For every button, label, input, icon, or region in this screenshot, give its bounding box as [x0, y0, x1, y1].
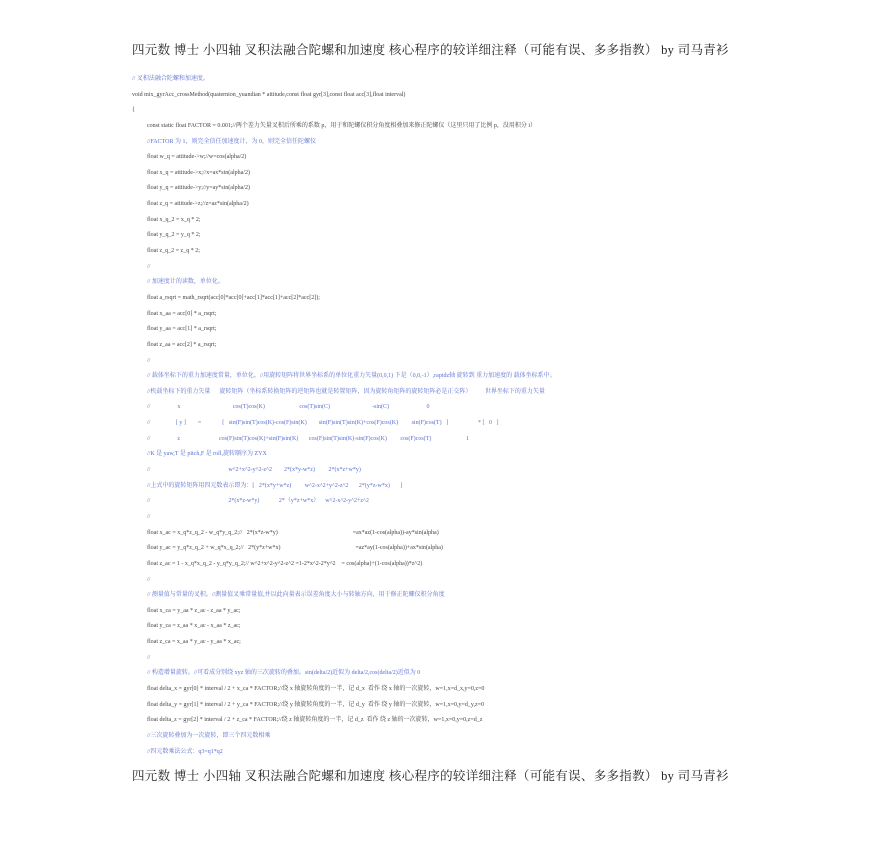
comment-line: // 载体坐标下的重力加速度常量，单位化。//用旋转矩阵将世界坐标系的单位化重力矢量(0,0,1) 下是（0,0,-1）,rapidz轴 旋转到 重力加速度的 载体坐标系中。 [147, 373, 556, 380]
code-line: float y_ca = z_aa * x_ac - x_aa * z_ac; [147, 623, 241, 630]
comment-line: // [147, 357, 151, 364]
code-line: float y_q = attitude->y;//y=ay*sin(alpha/2) [147, 185, 250, 192]
code-line: void mix_gyrAcc_crossMethod(quaternion_yuandian * attitude,const float gyr[3],const float acc[3],float interval) [132, 91, 406, 98]
footer-title: 四元数 博士 小四轴 叉积法融合陀螺和加速度 核心程序的较详细注释（可能有误、多多指教） by 司马青衫 [132, 769, 729, 783]
comment-line: // 2*(x*z-w*y) 2*（y*z+w*x） w^2-x^2-y^2+z^2 [147, 498, 369, 505]
comment-line: //机载坐标下的重力矢量 旋转矩阵（坐标系转换矩阵的逆矩阵也就是转置矩阵，因为旋转角矩阵的旋转矩阵必是正交阵） 世界坐标下的重力矢量 [147, 388, 545, 395]
comment-line: //四元数乘法公式：q3=q1*q2 [147, 748, 223, 755]
comment-line: // 构造增量旋转。//可看成分别绕 xyz 轴的三次旋转的叠加。sin(delta/2)近似为 delta/2,cos(delta/2)近似为 0 [147, 670, 421, 677]
page-header [132, 40, 752, 58]
comment-line: // z cos(F)sin(T)cos(K)+sin(F)sin(K) cos(F)sin(T)sin(K)-sin(F)cos(K) cos(F)cos(T) 1 [147, 435, 469, 442]
comment-line: // [147, 654, 151, 661]
code-line: float y_ac = y_q*z_q_2 + w_q*x_q_2;// 2*(y*z+w*x) =az*ay(1-cos(alpha))+ax*sin(alpha) [147, 545, 443, 552]
comment-line: // [ y ] = [ sin(F)sin(T)cos(K)-cos(F)sin(K) sin(F)sin(T)sin(K)+cos(F)cos(K) sin(F)cos(T) ] * [ 0 ] [147, 420, 499, 427]
code-line: float x_ac = x_q*z_q_2 - w_q*y_q_2;// 2*(x*z-w*y) =ax*az(1-cos(alpha))-ay*sin(alpha) [147, 529, 439, 536]
comment-line: // 叉积法融合陀螺和加速度。 [132, 76, 209, 82]
comment-line: // [147, 263, 151, 270]
code-line: float y_q_2 = y_q * 2; [147, 232, 201, 239]
comment-line: // w^2+x^2-y^2-z^2 2*(x*y-w*z) 2*(x*z+w*y) [147, 467, 361, 474]
comment-line: //三次旋转叠加为一次旋转，即三个四元数相乘 [147, 732, 271, 739]
code-line: float delta_x = gyr[0] * interval / 2 + x_ca * FACTOR;//绕 x 轴旋转角度的一半，记 d_x 看作 绕 x 轴的一次旋转，w=1,x=d_x,y=0,z=0 [147, 685, 485, 692]
page-footer [132, 766, 752, 784]
code-line: float z_aa = acc[2] * a_rsqrt; [147, 341, 217, 348]
comment-line: // x cos(T)cos(K) cos(T)sin(C) -sin(C) 0 [147, 404, 430, 411]
code-line: float delta_z = gyr[2] * interval / 2 + z_ca * FACTOR;//绕 z 轴旋转角度的一半，记 d_z 看作 绕 z 轴的一次旋转，w=1,x=0,y=0,z=d_z [147, 717, 483, 724]
comment-line: // [147, 513, 151, 520]
code-line: float delta_y = gyr[1] * interval / 2 + y_ca * FACTOR;//绕 y 轴旋转角度的一半，记 d_y 看作 绕 y 轴的一次旋转，w=1,x=0,y=d_y,z=0 [147, 701, 484, 708]
code-line: float x_ca = y_aa * z_ac - z_aa * y_ac; [147, 607, 241, 614]
code-line: float z_q_2 = z_q * 2; [147, 248, 200, 255]
code-line: float z_ca = x_aa * y_ac - y_aa * x_ac; [147, 639, 241, 646]
comment-line: //K 是 yaw,T 是 pitch,F 是 roll,旋转顺序为 ZYX [147, 451, 267, 458]
code-line: float x_aa = acc[0] * a_rsqrt; [147, 310, 217, 317]
comment-line: // 加速度计的读数，单位化。 [147, 279, 224, 286]
comment-line: //FACTOR 为 1，则完全信任加速度计，为 0，则完全信任陀螺仪 [147, 138, 316, 145]
comment-line: //上式中的旋转矩阵用四元数表示即为：[ 2*(x*y+w*z) w^2-x^2+y^2-z^2 2*(y*z-w*x) ] [147, 482, 403, 489]
code-line: float w_q = attitude->w;//w=cos(alpha/2) [147, 154, 247, 161]
code-line: float x_q_2 = x_q * 2; [147, 216, 201, 223]
header-title: 四元数 博士 小四轴 叉积法融合陀螺和加速度 核心程序的较详细注释（可能有误、多多指教） by 司马青衫 [132, 43, 729, 57]
code-line: float z_q = attitude->z;//z=az*sin(alpha/2) [147, 201, 249, 208]
comment-line: // [147, 576, 151, 583]
code-line: float z_ac = 1 - x_q*x_q_2 - y_q*y_q_2;// w^2+x^2-y^2-z^2 =1-2*x^2-2*y^2 = cos(alpha)+(1-cos(alpha))*z^2) [147, 560, 423, 567]
code-line: float y_aa = acc[1] * a_rsqrt; [147, 326, 217, 333]
code-line: float a_rsqrt = math_rsqrt(acc[0]*acc[0]+acc[1]*acc[1]+acc[2]*acc[2]); [147, 294, 320, 301]
code-listing [132, 72, 762, 760]
code-line: float x_q = attitude->x;//x=ax*sin(alpha/2) [147, 169, 250, 176]
code-line: const static float FACTOR = 0.001;//两个差力矢量叉积后所乘的系数 p，用于和陀螺仪积分角度相叠加来修正陀螺仪（这里只用了比例 p，没用积分 i） [147, 122, 536, 129]
comment-line: // 测量值与常量的叉积。//测量值叉乘常量值,并以此向量表示误差角度大小与转轴方向，用于修正陀螺仪积分角度 [147, 592, 445, 599]
code-line: { [132, 107, 135, 114]
